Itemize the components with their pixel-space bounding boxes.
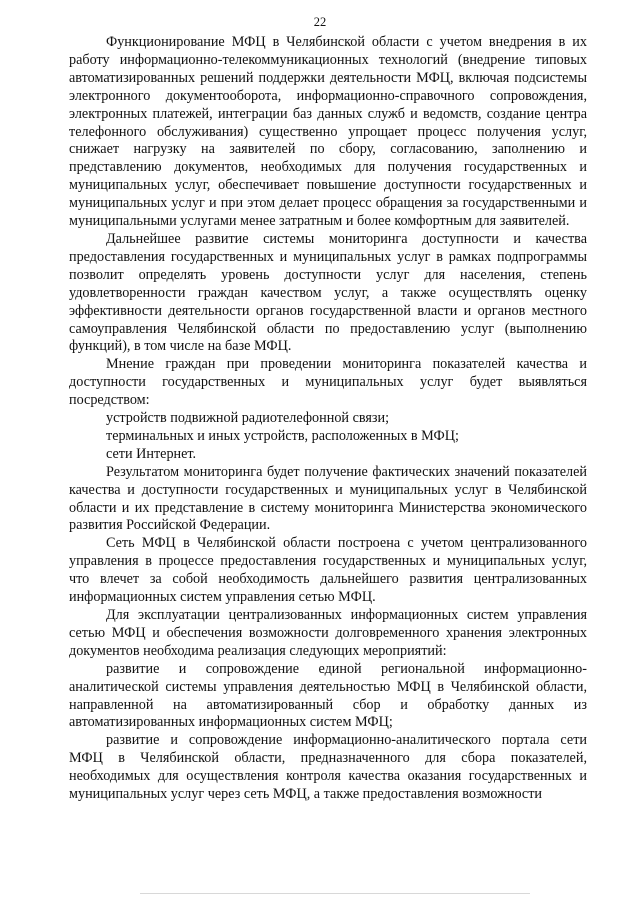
list-item-analytics-portal: развитие и сопровождение информационно-аналитического портала сети МФЦ в Челябинской области, предназначенного для сбора показателей, необходимых для осуществления контроля качества оказания государственных и муниципальных услуг через сеть МФЦ, а также предоставления возможности xyxy=(69,732,587,803)
page-number: 22 xyxy=(313,15,327,29)
paragraph-mfc-functioning: Функционирование МФЦ в Челябинской области с учетом внедрения в их работу информационно-телекоммуникационных технологий (внедрение типовых автоматизированных решений поддержки деятельности МФЦ, включая подсистемы электронного документооборота, информационно-справочного сопровождения, электронных платежей, интеграции баз данных служб и ведомств, создание центра телефонного обслуживания) существенно упрощает процесс получения услуг, снижает нагрузку на заявителей по сбору, согласованию, заполнению и представлению документов, необходимых для получения государственных и муниципальных услуг, обеспечивает повышение доступности государственных и муниципальных услуг и при этом делает процесс обращения за государственными и муниципальными услугами менее затратным и более комфортным для заявителей. xyxy=(69,34,587,230)
scan-bottom-edge xyxy=(140,893,530,894)
paragraph-mfc-network: Сеть МФЦ в Челябинской области построена с учетом централизованного управления в процессе предоставления государственных и муниципальных услуг, что влечет за собой необходимость дальнейшего развития централизованных информационных систем управления сетью МФЦ. xyxy=(69,535,587,606)
list-item-internet: сети Интернет. xyxy=(106,445,197,462)
paragraph-citizen-opinion: Мнение граждан при проведении мониторинга показателей качества и доступности государственных и муниципальных услуг будет выявляться посредством: xyxy=(69,356,587,409)
paragraph-measures-intro: Для эксплуатации централизованных информационных систем управления сетью МФЦ и обеспечения возможности долговременного хранения электронных документов необходима реализация следующих мероприятий: xyxy=(69,607,587,659)
paragraph-monitoring-result: Результатом мониторинга будет получение фактических значений показателей качества и доступности государственных и муниципальных услуг в Челябинской области и их представление в систему мониторинга Министерства экономического развития Российской Федерации. xyxy=(69,463,587,534)
document-body xyxy=(69,34,587,804)
list-item-analytics-system: развитие и сопровождение единой региональной информационно-аналитической системы управления деятельностью МФЦ в Челябинской области, направленной на автоматизированный сбор и обработку данных из автоматизированных информационных систем МФЦ; xyxy=(69,660,587,731)
list-item-terminals: терминальных и иных устройств, расположенных в МФЦ; xyxy=(106,427,459,444)
paragraph-monitoring-development: Дальнейшее развитие системы мониторинга доступности и качества предоставления государственных и муниципальных услуг в рамках подпрограммы позволит определять уровень доступности услуг для населения, степень удовлетворенности граждан качеством услуг, а также осуществлять оценку эффективности деятельности органов государственной власти и органов местного самоуправления Челябинской области по предоставлению услуг (выполнению функций), в том числе на базе МФЦ. xyxy=(69,230,587,355)
list-item-mobile-devices: устройств подвижной радиотелефонной связи; xyxy=(106,410,390,427)
